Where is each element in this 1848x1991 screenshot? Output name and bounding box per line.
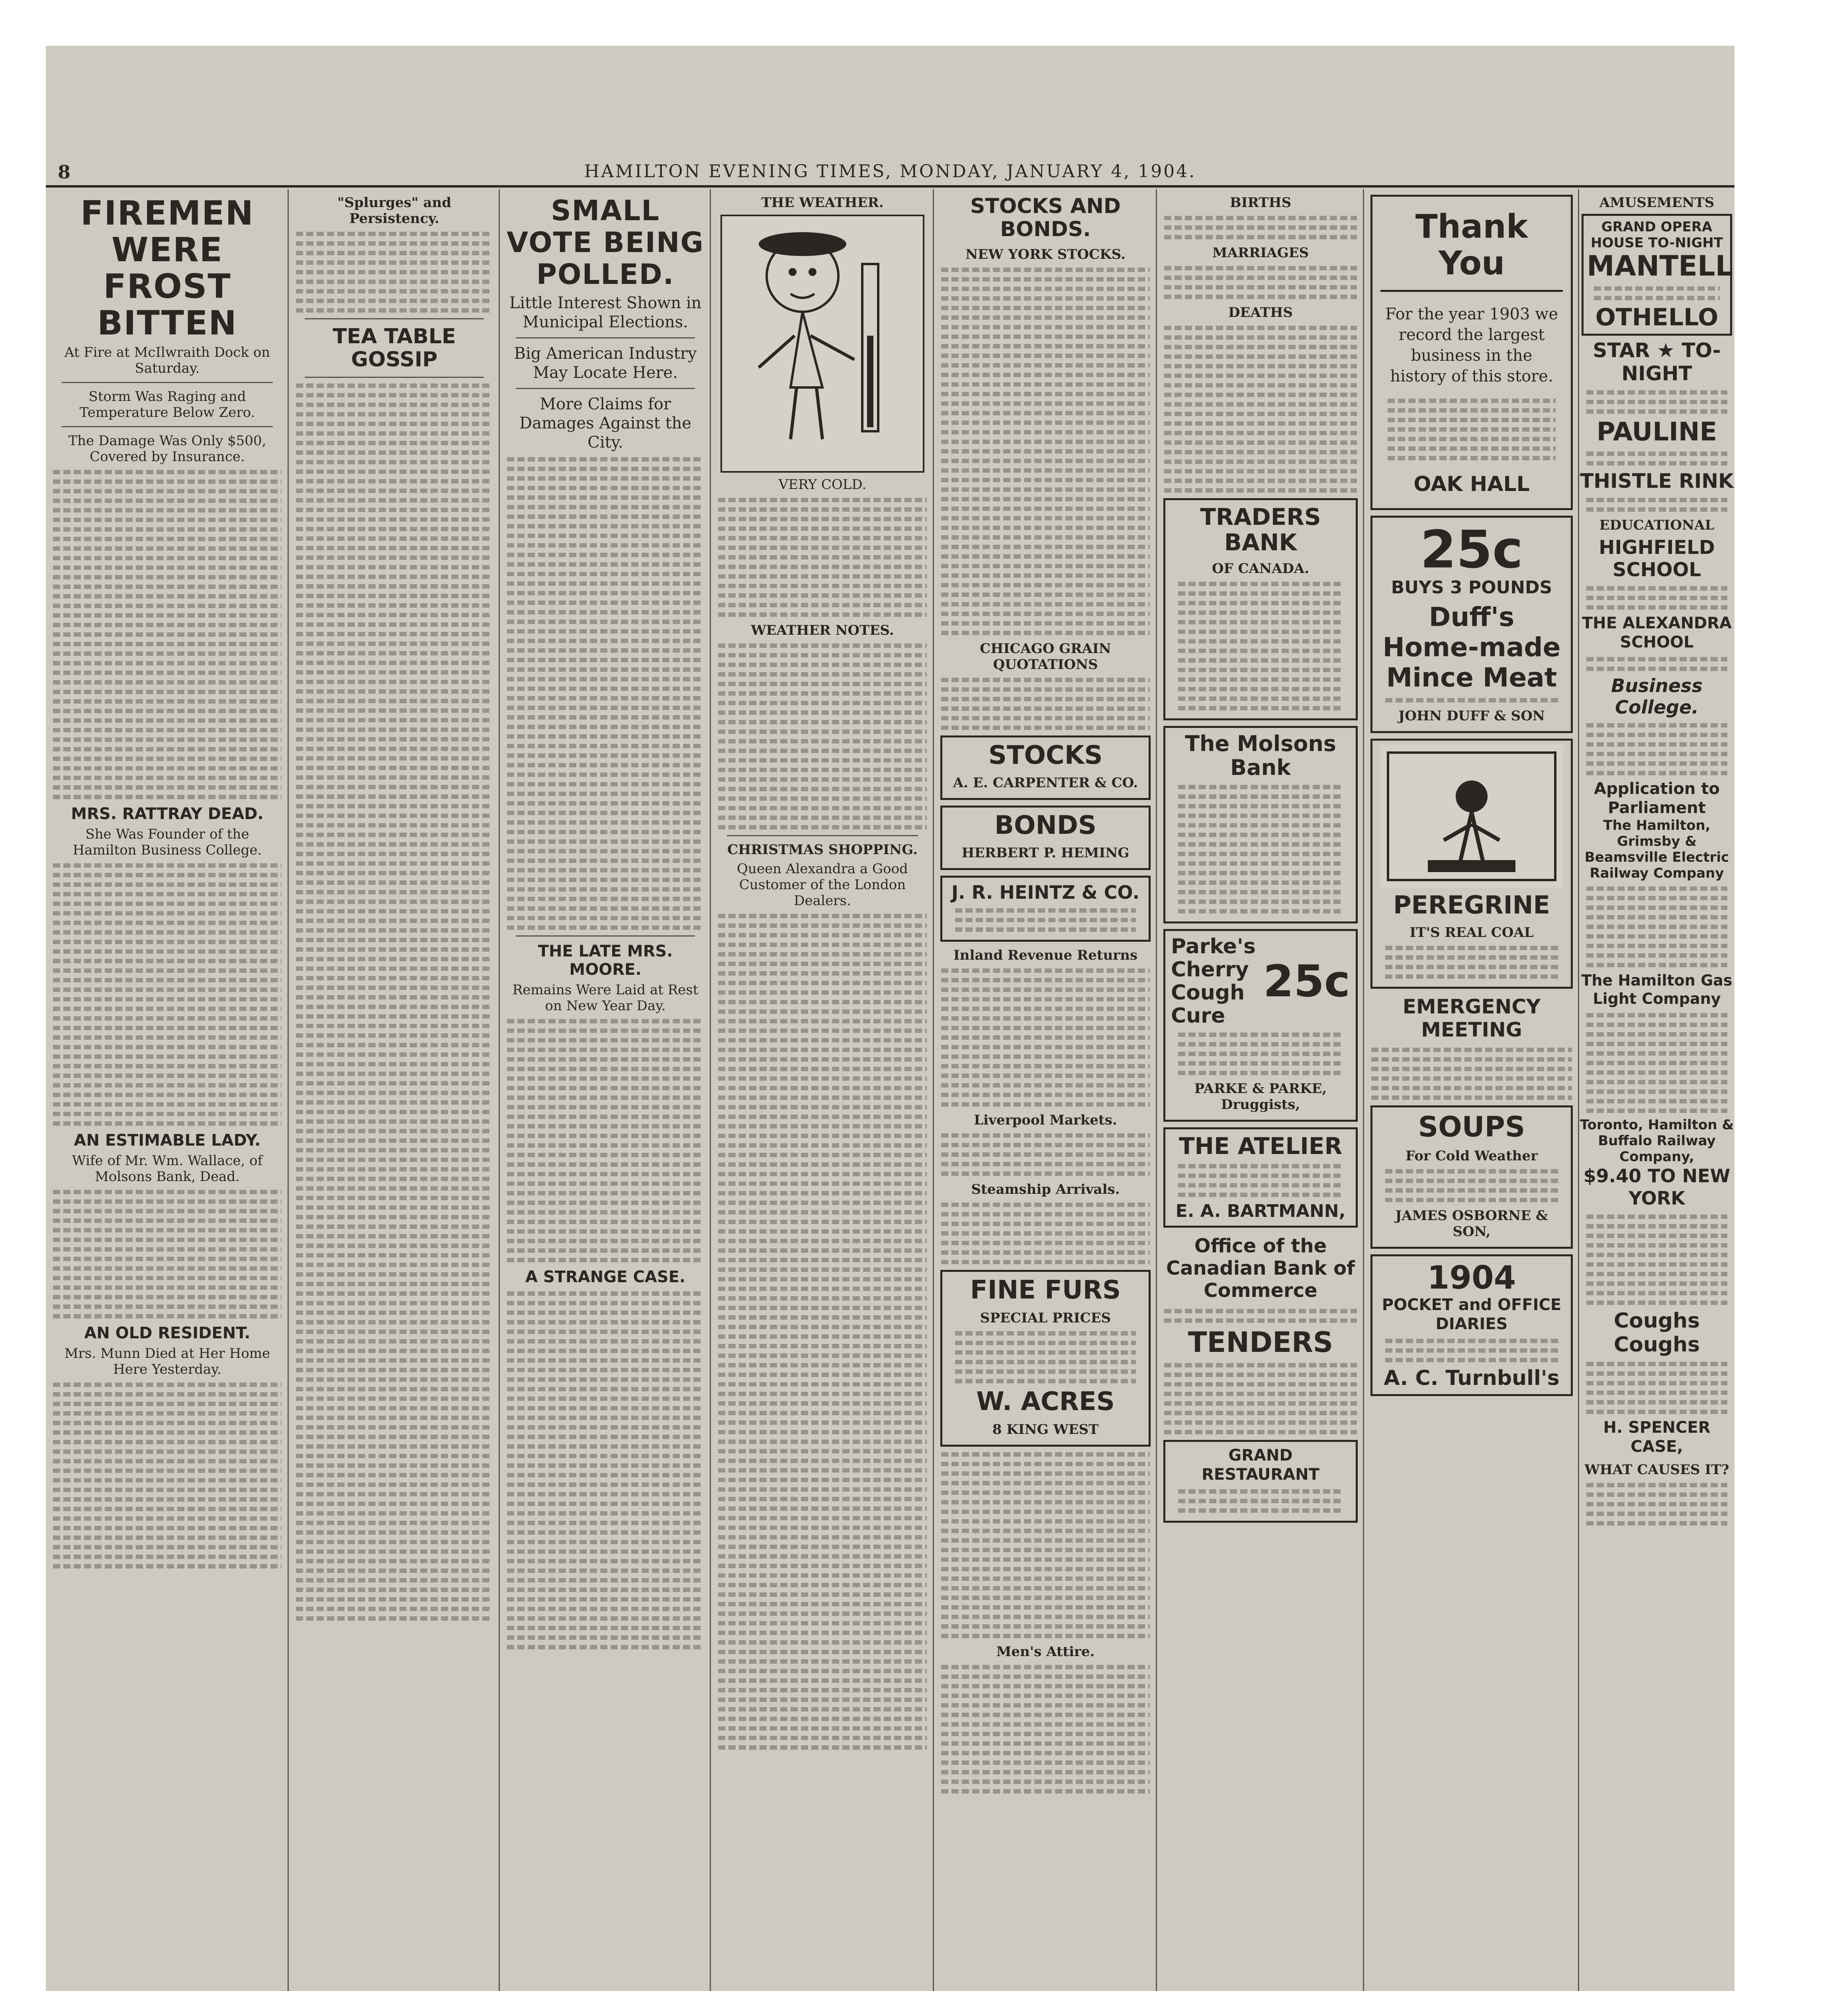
headline-strange-case: A STRANGE CASE. [525,1268,685,1286]
ad-bonds-firm: HERBERT P. HEMING [961,845,1130,861]
headline-splurges: "Splurges" and Persistency. [337,195,452,227]
deck: Little Interest Shown in Municipal Elections. [509,294,702,331]
othello: OTHELLO [1595,303,1719,331]
ad-soups [1370,1105,1573,1249]
fare-new-york: $9.40 TO NEW YORK [1583,1165,1731,1209]
headline-mens-attire: Men's Attire. [996,1644,1095,1660]
mantell: MANTELL [1587,250,1733,282]
column-5 [934,189,1157,1991]
soups-firm: JAMES OSBORNE & SON, [1395,1208,1548,1240]
article-text [507,457,704,930]
stock-table [941,268,1150,635]
highfield-school: HIGHFIELD SCHOOL [1599,536,1715,581]
cartoon-figure-icon [722,216,923,471]
tenders-heading: TENDERS [1188,1326,1333,1359]
article-text [296,383,493,1621]
traders-bank-title: TRADERS BANK [1200,503,1321,556]
diaries-title: POCKET and OFFICE DIARIES [1382,1296,1562,1333]
emergency-meeting: EMERGENCY MEETING [1402,995,1541,1041]
ad-heintz [940,876,1151,942]
ad-stocks [940,735,1151,800]
article-text [941,1203,1150,1264]
business-college: Business College. [1611,675,1703,718]
ad-grand-opera [1582,214,1732,336]
duff-firm: JOHN DUFF & SON [1398,708,1545,724]
application-parliament: Application to Parliament [1594,780,1720,817]
pauline: PAULINE [1596,417,1717,447]
article-text [296,232,493,313]
ad-fine-furs [940,1270,1151,1447]
headline-tea-table-gossip: TEA TABLE GOSSIP [333,325,456,372]
article-text [718,914,927,1750]
headline-christmas-shopping: CHRISTMAS SHOPPING. [727,842,918,858]
atelier-title: THE ATELIER [1178,1132,1343,1160]
deck: Remains Were Laid at Rest on New Year Day. [512,982,699,1014]
coal-illustration-icon [1378,745,1565,888]
parke-title: Parke's Cherry Cough Cure [1171,935,1256,1028]
amusements-heading: AMUSEMENTS [1599,195,1715,211]
ad-furs-address: 8 KING WEST [992,1422,1099,1438]
ad-duffs-mince-meat [1370,516,1573,733]
headline-weather: THE WEATHER. [761,195,884,211]
ad-heintz-title: J. R. HEINTZ & CO. [951,882,1140,903]
ad-molsons-bank [1163,726,1358,923]
duff-price: 25c [1420,519,1523,580]
deck: Queen Alexandra a Good Customer of the London Dealers. [737,861,908,909]
duff-title: Duff's Home-made Mince Meat [1382,602,1561,693]
grand-opera: GRAND OPERA HOUSE TO-NIGHT [1590,219,1723,251]
ad-bonds [940,806,1151,870]
molsons-bank-title: The Molsons Bank [1185,731,1336,780]
headline-rattray: MRS. RATTRAY DEAD. [71,805,264,823]
headline-weather-notes: WEATHER NOTES. [751,622,894,638]
grand-restaurant-title: GRAND RESTAURANT [1202,1446,1319,1484]
headline-firemen: FIREMEN WERE FROST BITTEN [80,194,254,342]
ad-stocks-firm: A. E. CARPENTER & CO. [953,775,1138,791]
oak-hall: OAK HALL [1413,472,1530,496]
year-1904: 1904 [1427,1259,1516,1296]
educational-heading: EDUCATIONAL [1599,517,1715,533]
subhead-ny-stocks: NEW YORK STOCKS. [965,246,1126,262]
alexandra-school: THE ALEXANDRA SCHOOL [1582,614,1732,651]
traders-bank-sub: OF CANADA. [1212,561,1310,577]
spencer-case: H. SPENCER CASE, [1603,1418,1711,1456]
article-text [941,1665,1150,1793]
parke-firm: PARKE & PARKE, Druggists, [1194,1081,1327,1113]
column-7 [1364,189,1579,1991]
column-4 [711,189,934,1991]
weather-cartoon [720,215,924,473]
column-8 [1579,189,1734,1991]
turnbull: A. C. Turnbull's [1384,1366,1560,1390]
deck: More Claims for Damages Against the City. [519,395,691,452]
article-text [507,1019,704,1262]
heading-births: BIRTHS [1229,195,1292,211]
thank-you-body: For the year 1903 we record the largest business in the history of this store. [1385,305,1558,385]
electric-railway: The Hamilton, Grimsby & Beamsville Electric Railway Company [1584,818,1729,881]
thank-you-title: Thank You [1380,209,1563,292]
peregrine-sub: IT'S REAL COAL [1409,925,1534,941]
headline-small-vote: SMALL VOTE BEING POLLED. [507,194,704,291]
headline-late-mrs-moore: THE LATE MRS. MOORE. [538,942,673,979]
soups-sub: For Cold Weather [1405,1148,1538,1164]
headline-old-resident: AN OLD RESIDENT. [84,1324,251,1342]
masthead [46,161,1734,188]
peregrine-title: PEREGRINE [1393,890,1550,919]
revenue-table [941,968,1150,1107]
deck: Big American Industry May Locate Here. [514,344,697,382]
article-text [53,1190,282,1318]
thistle-rink: THISTLE RINK [1580,469,1734,493]
article-text [507,1291,704,1649]
deck: Wife of Mr. Wm. Wallace, of Molsons Bank, Dead. [72,1153,263,1185]
star-tonight: STAR ★ TO-NIGHT [1593,339,1721,385]
bank-of-commerce: Office of the Canadian Bank of Commerce [1166,1235,1355,1302]
heading-deaths: DEATHS [1228,305,1293,321]
deck: The Damage Was Only $500, Covered by Insurance. [68,433,266,465]
thb-railway: Toronto, Hamilton & Buffalo Railway Company, [1580,1117,1734,1165]
ad-thank-you [1370,195,1573,510]
column-1 [46,189,289,1991]
ad-bonds-title: BONDS [994,811,1096,840]
ad-atelier [1163,1127,1358,1228]
headline-chicago-grain: CHICAGO GRAIN QUOTATIONS [980,641,1111,673]
deck: Storm Was Raging and Temperature Below Zero. [79,389,255,420]
parke-price: 25c [1263,956,1350,1007]
deck: She Was Founder of the Hamilton Business College. [72,826,262,858]
gas-light-company: The Hamilton Gas Light Company [1581,972,1732,1007]
what-causes-it: WHAT CAUSES IT? [1584,1462,1729,1478]
ad-traders-bank [1163,498,1358,720]
article-text [718,643,927,829]
column-3 [500,189,711,1991]
ad-diaries [1370,1254,1573,1396]
coughs-heading: Coughs Coughs [1613,1309,1700,1357]
headline-stocks-bonds: STOCKS AND BONDS. [970,194,1121,241]
soups-title: SOUPS [1418,1111,1525,1143]
article-text [941,1452,1150,1638]
cartoon-caption: VERY COLD. [778,477,867,493]
heading-marriages: MARRIAGES [1212,245,1309,261]
weather-table [718,498,927,617]
newspaper-page [46,46,1734,1991]
article-text [53,863,282,1126]
masthead-title: HAMILTON EVENING TIMES, MONDAY, JANUARY 4, 1904. [584,161,1196,182]
deck: Mrs. Munn Died at Her Home Here Yesterday. [64,1346,270,1377]
article-text [941,1133,1150,1176]
ad-parke [1163,929,1358,1122]
deck: At Fire at McIlwraith Dock on Saturday. [64,344,270,376]
ad-stocks-title: STOCKS [988,741,1103,770]
article-text [53,470,282,799]
column-6 [1157,189,1364,1991]
headline-estimable-lady: AN ESTIMABLE LADY. [74,1131,261,1150]
ad-peregrine-coal [1370,739,1573,989]
headline-inland-revenue: Inland Revenue Returns [953,947,1138,963]
article-text [53,1383,282,1569]
ad-furs-title: FINE FURS [970,1275,1121,1305]
ad-furs-firm: W. ACRES [976,1387,1115,1416]
headline-liverpool: Liverpool Markets. [974,1112,1117,1128]
ad-grand-restaurant [1163,1440,1358,1523]
duff-line: BUYS 3 POUNDS [1391,577,1552,598]
headline-steamship: Steamship Arrivals. [971,1181,1120,1197]
atelier-firm: E. A. BARTMANN, [1175,1201,1346,1221]
grain-table [941,678,1150,730]
ad-furs-sub: SPECIAL PRICES [980,1310,1111,1326]
column-2 [289,189,500,1991]
page-number: 8 [58,161,71,183]
